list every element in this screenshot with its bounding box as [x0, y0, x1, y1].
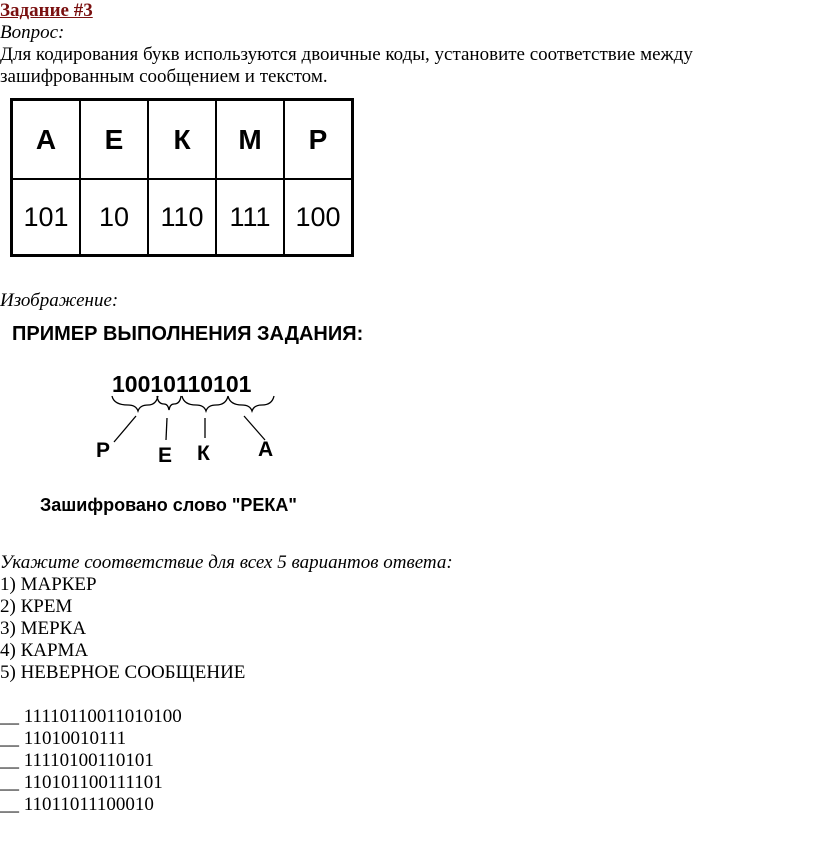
option-item: 2) КРЕМ: [0, 596, 73, 617]
answer-item: [0, 750, 182, 772]
answer-blank[interactable]: __: [0, 750, 19, 771]
option-item: 1) МАРКЕР: [0, 574, 97, 595]
answer-code: 11110110011010100: [23, 706, 182, 727]
code-table: [10, 98, 354, 257]
example-letter-e: Е: [158, 444, 173, 467]
answer-blank[interactable]: __: [0, 706, 19, 727]
options-list: [0, 574, 245, 684]
code-cell: 100: [284, 179, 353, 256]
image-label: Изображение:: [0, 290, 119, 311]
answer-item: [0, 794, 182, 816]
brace-r: [112, 396, 158, 411]
answer-blank[interactable]: __: [0, 772, 19, 793]
example-heading: ПРИМЕР ВЫПОЛНЕНИЯ ЗАДАНИЯ:: [12, 323, 364, 345]
code-cell: 111: [216, 179, 284, 256]
letter-cell: М: [216, 100, 284, 180]
brace-a: [228, 396, 274, 411]
option-item: 3) МЕРКА: [0, 618, 87, 639]
answer-code: 11010010111: [23, 728, 127, 749]
answer-item: [0, 728, 182, 750]
option-item: 4) КАРМА: [0, 640, 89, 661]
letters-row: [12, 100, 353, 180]
question-text: Для кодирования букв используются двоичные коды, установите соответствие между зашифрованным сообщением и текстом.: [0, 44, 693, 87]
pointer-r: [114, 416, 136, 442]
pointer-e: [166, 418, 167, 440]
answer-blank[interactable]: __: [0, 728, 19, 749]
task-title: Задание #3: [0, 0, 93, 21]
option-item: 5) НЕВЕРНОЕ СООБЩЕНИЕ: [0, 662, 246, 683]
pointer-a: [244, 416, 265, 440]
answer-code: 11011011100010: [23, 794, 154, 815]
letter-cell: К: [148, 100, 216, 180]
example-code: 10010110101: [112, 371, 252, 397]
example-letter-a: А: [258, 438, 274, 461]
letter-cell: Е: [80, 100, 148, 180]
answer-blank[interactable]: __: [0, 794, 19, 815]
example-letter-r: Р: [96, 439, 111, 462]
answer-item: [0, 706, 182, 728]
letter-cell: А: [12, 100, 81, 180]
example-image: [0, 312, 460, 522]
codes-row: [12, 179, 353, 256]
answer-item: [0, 772, 182, 794]
question-label: Вопрос:: [0, 22, 65, 43]
answer-code: 110101100111101: [23, 772, 163, 793]
letter-cell: Р: [284, 100, 353, 180]
example-caption: Зашифровано слово "РЕКА": [40, 495, 297, 515]
code-cell: 10: [80, 179, 148, 256]
answers-list: [0, 706, 182, 816]
answer-code: 11110100110101: [23, 750, 154, 771]
code-cell: 101: [12, 179, 81, 256]
code-cell: 110: [148, 179, 216, 256]
grouping-braces: [112, 396, 274, 411]
brace-e: [157, 396, 181, 410]
pointer-lines: [114, 416, 265, 442]
brace-k: [182, 396, 228, 411]
example-letter-k: К: [197, 442, 210, 465]
instruction: Укажите соответствие для всех 5 вариантов ответа:: [0, 552, 453, 573]
